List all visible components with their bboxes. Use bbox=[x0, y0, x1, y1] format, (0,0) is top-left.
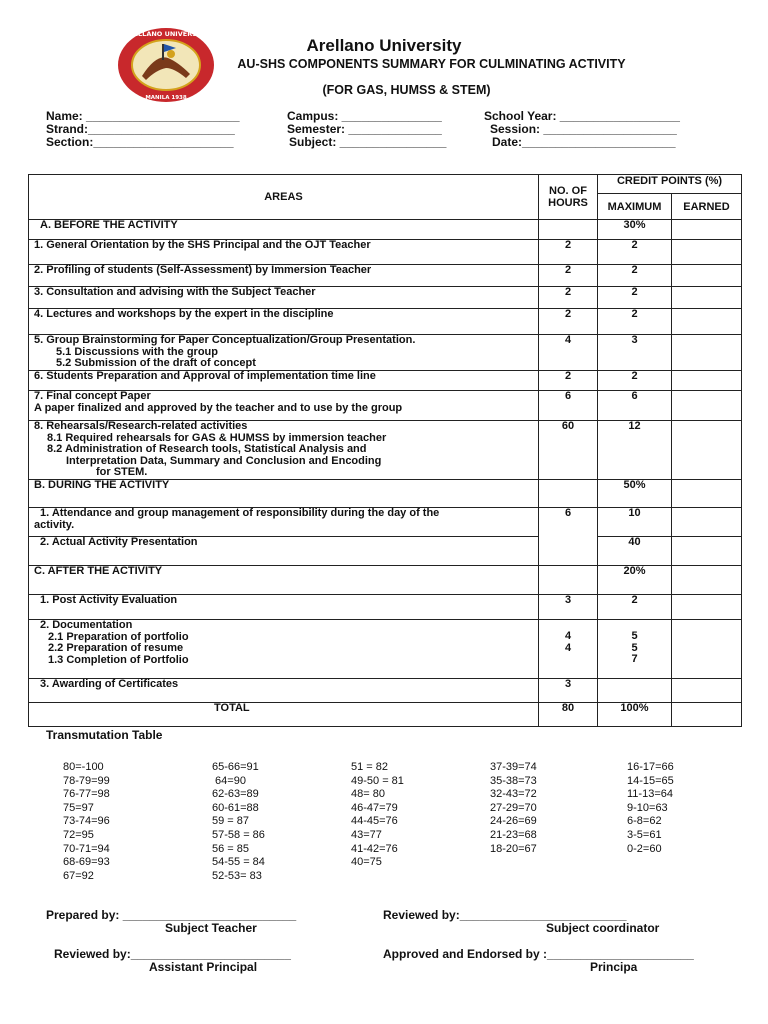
area-cell bbox=[29, 220, 539, 240]
earned-cell[interactable] bbox=[672, 679, 742, 703]
area-line: 1. Attendance and group management of responsibility during the day of the bbox=[40, 507, 440, 519]
form-subtitle-strands: (FOR GAS, HUMSS & STEM) bbox=[322, 83, 491, 97]
hours-cell: 3 bbox=[539, 679, 598, 703]
transmutation-entry: 65-66=91 bbox=[212, 761, 259, 773]
hours-cell: 60 bbox=[539, 421, 598, 480]
transmutation-entry: 18-20=67 bbox=[490, 842, 537, 855]
logo-text-top: ARELLANO UNIVERSITY bbox=[123, 30, 209, 38]
table-row bbox=[29, 480, 742, 508]
area-cell bbox=[29, 335, 539, 371]
maximum-cell: 50% bbox=[598, 480, 672, 508]
area-cell bbox=[29, 480, 539, 508]
earned-cell[interactable] bbox=[672, 620, 742, 679]
transmutation-entry: 72=95 bbox=[63, 828, 94, 841]
earned-cell[interactable] bbox=[672, 335, 742, 371]
table-row bbox=[29, 620, 742, 679]
table-row bbox=[29, 595, 742, 620]
area-cell bbox=[29, 391, 539, 421]
transmutation-entry: 6-8=62 bbox=[627, 815, 662, 828]
transmutation-entry: 76-77=98 bbox=[63, 788, 110, 801]
table-row bbox=[29, 335, 742, 371]
transmutation-entry: 41-42=76 bbox=[351, 842, 398, 855]
transmutation-entry: 73-74=96 bbox=[63, 815, 110, 828]
approved-by-line[interactable]: Approved and Endorsed by :______________________ bbox=[383, 947, 694, 961]
transmutation-entry: 70-71=94 bbox=[63, 842, 110, 855]
table-row bbox=[29, 703, 742, 727]
area-line: 3. Consultation and advising with the Subject Teacher bbox=[34, 286, 316, 298]
campus-field[interactable]: Campus: _______________ bbox=[287, 109, 442, 123]
subject-field[interactable]: Subject: ________________ bbox=[289, 135, 447, 149]
transmutation-entry: 21-23=68 bbox=[490, 828, 537, 841]
university-title: Arellano University bbox=[306, 36, 462, 55]
area-cell bbox=[29, 703, 539, 727]
area-cell bbox=[29, 421, 539, 480]
area-cell bbox=[29, 309, 539, 335]
area-cell bbox=[29, 240, 539, 265]
transmutation-entry: 37-39=74 bbox=[490, 761, 537, 773]
area-line: 8. Rehearsals/Research-related activities bbox=[34, 420, 248, 432]
hours-cell: 4 bbox=[539, 335, 598, 371]
earned-cell[interactable] bbox=[672, 265, 742, 287]
maximum-cell: 20% bbox=[598, 566, 672, 595]
form-subtitle: AU-SHS COMPONENTS SUMMARY FOR CULMINATING ACTIVITY bbox=[237, 57, 626, 71]
header-maximum: MAXIMUM bbox=[598, 194, 672, 220]
maximum-cell: 2 bbox=[598, 371, 672, 391]
earned-cell[interactable] bbox=[672, 480, 742, 508]
maximum-cell: 40 bbox=[598, 537, 672, 566]
transmutation-entry: 78-79=99 bbox=[63, 774, 110, 787]
header-hours: NO. OF HOURS bbox=[539, 175, 598, 220]
transmutation-entry: 16-17=66 bbox=[627, 761, 674, 773]
area-line: 6. Students Preparation and Approval of implementation time line bbox=[34, 370, 376, 382]
maximum-cell bbox=[598, 679, 672, 703]
transmutation-entry: 14-15=65 bbox=[627, 774, 674, 787]
earned-cell[interactable] bbox=[672, 240, 742, 265]
maximum-cell: 3 bbox=[598, 335, 672, 371]
transmutation-entry: 35-38=73 bbox=[490, 774, 537, 787]
transmutation-entry: 24-26=69 bbox=[490, 815, 537, 828]
transmutation-entry: 46-47=79 bbox=[351, 801, 398, 814]
earned-cell[interactable] bbox=[672, 287, 742, 309]
transmutation-entry: 11-13=64 bbox=[627, 788, 673, 801]
transmutation-col-3 bbox=[351, 761, 404, 870]
transmutation-entry: 68-69=93 bbox=[63, 856, 110, 869]
area-line: 1. General Orientation by the SHS Principal and the OJT Teacher bbox=[34, 239, 371, 251]
maximum-cell: 100% bbox=[598, 703, 672, 727]
transmutation-entry: 54-55 = 84 bbox=[212, 856, 265, 869]
table-row bbox=[29, 371, 742, 391]
hours-cell: 2 bbox=[539, 309, 598, 335]
area-cell bbox=[29, 537, 539, 566]
transmutation-entry: 64=90 bbox=[212, 774, 246, 787]
transmutation-entry: 44-45=76 bbox=[351, 815, 398, 828]
maximum-cell: 2 bbox=[598, 240, 672, 265]
area-line: 8.2 Administration of Research tools, Statistical Analysis and bbox=[47, 443, 367, 455]
earned-cell[interactable] bbox=[672, 508, 742, 537]
table-row bbox=[29, 265, 742, 287]
table-row bbox=[29, 309, 742, 335]
maximum-cell: 5 5 7 bbox=[598, 620, 672, 679]
hours-cell: 6 bbox=[539, 391, 598, 421]
area-line: 2. Actual Activity Presentation bbox=[40, 536, 198, 548]
school-year-field[interactable]: School Year: __________________ bbox=[484, 109, 680, 123]
earned-cell[interactable] bbox=[672, 220, 742, 240]
transmutation-entry: 27-29=70 bbox=[490, 801, 537, 814]
area-line: activity. bbox=[34, 518, 75, 531]
transmutation-entry: 40=75 bbox=[351, 856, 382, 869]
hours-cell: 3 bbox=[539, 595, 598, 620]
hours-cell bbox=[539, 480, 598, 508]
area-line: 2. Documentation bbox=[40, 619, 133, 631]
header-areas: AREAS bbox=[29, 175, 539, 220]
area-line: A. BEFORE THE ACTIVITY bbox=[40, 219, 178, 231]
earned-cell[interactable] bbox=[672, 566, 742, 595]
transmutation-entry: 60-61=88 bbox=[212, 801, 259, 814]
area-line: Interpretation Data, Summary and Conclusion and Encoding bbox=[66, 454, 382, 467]
area-cell bbox=[29, 620, 539, 679]
table-row bbox=[29, 421, 742, 480]
area-cell bbox=[29, 679, 539, 703]
area-line: 2. Profiling of students (Self-Assessment) by Immersion Teacher bbox=[34, 264, 372, 276]
area-cell bbox=[29, 287, 539, 309]
transmutation-entry: 49-50 = 81 bbox=[351, 774, 404, 787]
table-row bbox=[29, 537, 742, 566]
hours-cell: 2 bbox=[539, 371, 598, 391]
transmutation-col-2 bbox=[212, 761, 265, 883]
strand-field[interactable]: Strand:______________________ bbox=[46, 122, 235, 136]
transmutation-entry: 9-10=63 bbox=[627, 801, 668, 814]
table-row bbox=[29, 240, 742, 265]
area-line: 3. Awarding of Certificates bbox=[40, 678, 179, 690]
transmutation-title: Transmutation Table bbox=[46, 728, 163, 742]
reviewed-by-assistant-line[interactable]: Reviewed by:________________________ bbox=[54, 947, 291, 961]
area-cell bbox=[29, 566, 539, 595]
transmutation-entry: 51 = 82 bbox=[351, 761, 389, 773]
principal-label: Principa bbox=[590, 960, 638, 974]
header-earned: EARNED bbox=[672, 194, 742, 220]
earned-cell[interactable] bbox=[672, 309, 742, 335]
earned-cell[interactable] bbox=[672, 595, 742, 620]
section-field[interactable]: Section:_____________________ bbox=[46, 135, 234, 149]
prepared-by-line[interactable]: Prepared by: __________________________ bbox=[46, 908, 297, 922]
area-line: for STEM. bbox=[96, 466, 148, 478]
earned-cell[interactable] bbox=[672, 371, 742, 391]
components-table bbox=[28, 174, 742, 727]
area-line: 5.1 Discussions with the group bbox=[56, 345, 218, 358]
area-line: TOTAL bbox=[214, 702, 250, 714]
maximum-cell: 2 bbox=[598, 265, 672, 287]
transmutation-entry: 32-43=72 bbox=[490, 788, 537, 801]
table-row bbox=[29, 220, 742, 240]
table-row bbox=[29, 566, 742, 595]
table-row bbox=[29, 508, 742, 537]
hours-cell bbox=[539, 537, 598, 566]
hours-cell: 4 4 bbox=[539, 620, 598, 679]
name-field[interactable]: Name: _______________________ bbox=[46, 109, 240, 123]
semester-field[interactable]: Semester: ______________ bbox=[287, 122, 442, 136]
transmutation-entry: 48= 80 bbox=[351, 788, 385, 801]
transmutation-entry: 43=77 bbox=[351, 828, 382, 841]
earned-cell[interactable] bbox=[672, 537, 742, 566]
area-line: 8.1 Required rehearsals for GAS & HUMSS by immersion teacher bbox=[47, 431, 387, 444]
header-credit-points: CREDIT POINTS (%) bbox=[598, 175, 742, 194]
date-field[interactable]: Date:_______________________ bbox=[492, 135, 676, 149]
hours-cell bbox=[539, 220, 598, 240]
session-field[interactable]: Session: ____________________ bbox=[490, 122, 677, 136]
logo-text-bottom: MANILA 1938 bbox=[145, 95, 187, 101]
transmutation-entry: 80=-100 bbox=[63, 761, 104, 773]
transmutation-entry: 3-5=61 bbox=[627, 828, 662, 841]
area-cell bbox=[29, 508, 539, 537]
table-row bbox=[29, 679, 742, 703]
hours-cell: 2 bbox=[539, 265, 598, 287]
transmutation-entry: 67=92 bbox=[63, 869, 94, 882]
transmutation-entry: 75=97 bbox=[63, 801, 94, 814]
earned-cell[interactable] bbox=[672, 391, 742, 421]
maximum-cell: 6 bbox=[598, 391, 672, 421]
transmutation-col-4 bbox=[490, 761, 537, 856]
hours-cell: 2 bbox=[539, 287, 598, 309]
transmutation-entry: 57-58 = 86 bbox=[212, 828, 265, 841]
hours-cell: 80 bbox=[539, 703, 598, 727]
maximum-cell: 2 bbox=[598, 595, 672, 620]
area-line: A paper finalized and approved by the teacher and to use by the group bbox=[34, 401, 403, 414]
maximum-cell: 30% bbox=[598, 220, 672, 240]
earned-cell[interactable] bbox=[672, 421, 742, 480]
earned-cell[interactable] bbox=[672, 703, 742, 727]
transmutation-entry: 62-63=89 bbox=[212, 788, 259, 801]
area-cell bbox=[29, 371, 539, 391]
hours-cell: 6 bbox=[539, 508, 598, 537]
assistant-principal-label: Assistant Principal bbox=[149, 960, 258, 974]
area-line: 2.1 Preparation of portfolio bbox=[48, 630, 189, 643]
transmutation-entry: 59 = 87 bbox=[212, 815, 250, 828]
table-row bbox=[29, 391, 742, 421]
transmutation-entry: 56 = 85 bbox=[212, 842, 250, 855]
transmutation-col-5 bbox=[627, 761, 674, 856]
area-line: B. DURING THE ACTIVITY bbox=[34, 479, 170, 491]
area-line: 1. Post Activity Evaluation bbox=[40, 594, 178, 606]
transmutation-entry: 0-2=60 bbox=[627, 842, 662, 855]
area-line: 7. Final concept Paper bbox=[34, 390, 151, 402]
maximum-cell: 2 bbox=[598, 309, 672, 335]
area-cell bbox=[29, 265, 539, 287]
maximum-cell: 2 bbox=[598, 287, 672, 309]
maximum-cell: 10 bbox=[598, 508, 672, 537]
reviewed-by-coordinator-line[interactable]: Reviewed by:_________________________ bbox=[383, 908, 627, 922]
hours-cell: 2 bbox=[539, 240, 598, 265]
area-line: 1.3 Completion of Portfolio bbox=[48, 653, 189, 666]
transmutation-entry: 52-53= 83 bbox=[212, 869, 262, 882]
table-row bbox=[29, 287, 742, 309]
area-line: C. AFTER THE ACTIVITY bbox=[34, 565, 163, 577]
hours-cell bbox=[539, 566, 598, 595]
area-line: 2.2 Preparation of resume bbox=[48, 642, 184, 654]
subject-teacher-label: Subject Teacher bbox=[165, 921, 257, 935]
transmutation-col-1 bbox=[63, 761, 110, 883]
subject-coordinator-label: Subject coordinator bbox=[546, 921, 660, 935]
area-line: 5. Group Brainstorming for Paper Conceptualization/Group Presentation. bbox=[34, 334, 416, 346]
maximum-cell: 12 bbox=[598, 421, 672, 480]
area-line: 4. Lectures and workshops by the expert in the discipline bbox=[34, 308, 334, 320]
area-cell bbox=[29, 595, 539, 620]
area-line: 5.2 Submission of the draft of concept bbox=[56, 357, 256, 369]
